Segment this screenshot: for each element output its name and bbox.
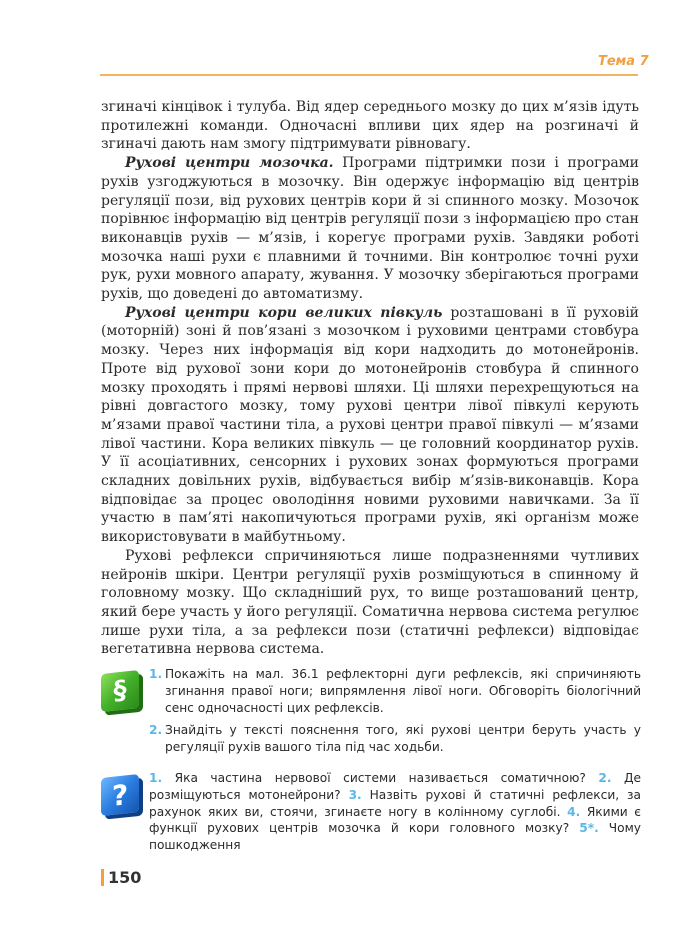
question-text: Якими є функції рухових центрів мозочка й кори головного мозку? bbox=[149, 804, 641, 836]
paragraph-text: згиначі кінцівок і тулуба. Від ядер середнього мозку до цих м’язів ідуть протилежні команди. Одночасні впливи цих ядер на розгиначі й згиначі дають нам змогу підтримувати рівновагу. bbox=[101, 99, 639, 153]
question-number: 3. bbox=[348, 787, 362, 802]
paragraph-text: Рухові рефлекси спричиняються лише подразненнями чутливих нейронів шкіри. Центри регуляції рухів розміщуються в спинному й головному мозку. Що складніший рух, то вище розташований центр, який бере участь у його регуляції. Соматична нервова система регулює лише рухи тіла, а за рефлекси пози (статичні рефлекси) відповідає вегетативна нервова система. bbox=[101, 547, 639, 658]
paragraph-sign-icon: § bbox=[101, 670, 139, 712]
paragraph bbox=[101, 304, 639, 547]
tasks-list bbox=[149, 666, 641, 762]
task-number: 2. bbox=[149, 723, 163, 738]
question-text: Чому пошкодження bbox=[149, 821, 641, 853]
page-number-text: 150 bbox=[108, 868, 142, 887]
paragraph bbox=[101, 547, 639, 659]
paragraph-lead: Рухові центри кори великих півкуль bbox=[125, 304, 443, 321]
paragraph bbox=[101, 154, 639, 304]
paragraph-lead: Рухові центри мозочка. bbox=[125, 155, 334, 172]
task-item bbox=[149, 666, 641, 716]
page-number-bar bbox=[101, 869, 104, 886]
question-number: 4. bbox=[567, 804, 581, 819]
paragraph bbox=[101, 98, 639, 154]
task-text: Покажіть на мал. 36.1 рефлекторні дуги рефлексів, які спричиняють згинання правої ноги; випрямлення лівої ноги. Обговоріть біологічний сенс одночасності цих рефлексів. bbox=[165, 667, 641, 715]
question-text: Назвіть рухові й статичні рефлекси, за рахунок яких ви, стоячи, згинаєте ногу в колінному суглобі. bbox=[149, 787, 642, 819]
questions-block bbox=[101, 770, 642, 853]
questions-text bbox=[149, 770, 641, 854]
task-number: 1. bbox=[149, 667, 163, 681]
paragraph-text: Програми підтримки пози і програми рухів узгоджуються в мозочку. Він одержує інформацію від центрів регуляції пози, від рухових центрів кори й зі спинного мозку. Мозочок порівнює інформацію від центрів регуляції пози з інформацією про стан виконавців рухів — м’язів, і корегує програми рухів. Завдяки роботі мозочка наші рухи є плавними й точними. Він контролює точні рухи рук, рухи мовного апарату, жування. У мозочку зберігаються програми рухів, що доведені до автоматизму. bbox=[101, 155, 639, 303]
question-mark-icon: ? bbox=[101, 774, 139, 816]
question-number: 2. bbox=[598, 771, 612, 785]
tasks-block bbox=[101, 666, 641, 758]
task-item bbox=[149, 722, 641, 756]
topic-label: Тема 7 bbox=[598, 54, 649, 69]
question-number: 1. bbox=[149, 771, 163, 785]
body-text bbox=[101, 98, 639, 659]
paragraph-text: розташовані в її руховій (моторній) зоні й пов’язані з мозочком і руховими центрами стовбура мозку. Через них інформація від кори надходить до мотонейронів. Проте від рухової зони кори до мотонейронів стовбура й спинного мозку проходять і прямі нервові шляхи. Ці шляхи перехрещуються на рівні довгастого мозку, тому рухові центри лівої півкулі керують м’язами правої частини тіла, а рухові центри правої півкулі — м’язами лівої частини. Кора великих півкуль — це головний координатор рухів. У її асоціативних, сенсорних і рухових зонах формуються програми складних довільних рухів, відбувається вибір м’язів-виконавців. Кора відповідає за процес оволодіння новими руховими навичками. За її участю в пам’яті накопичуються програми рухів, які організм може використовувати в майбутньому. bbox=[101, 304, 639, 546]
task-text: Знайдіть у тексті пояснення того, які рухові центри беруть участь у регуляції рухів вашого тіла під час ходьби. bbox=[165, 723, 641, 755]
question-number: 5*. bbox=[579, 821, 599, 836]
question-text: Яка частина нервової системи називається соматичною? bbox=[174, 771, 586, 785]
question-text: Де розміщуються мотонейрони? bbox=[149, 771, 641, 802]
page-number bbox=[101, 868, 141, 887]
header-divider bbox=[100, 74, 638, 76]
